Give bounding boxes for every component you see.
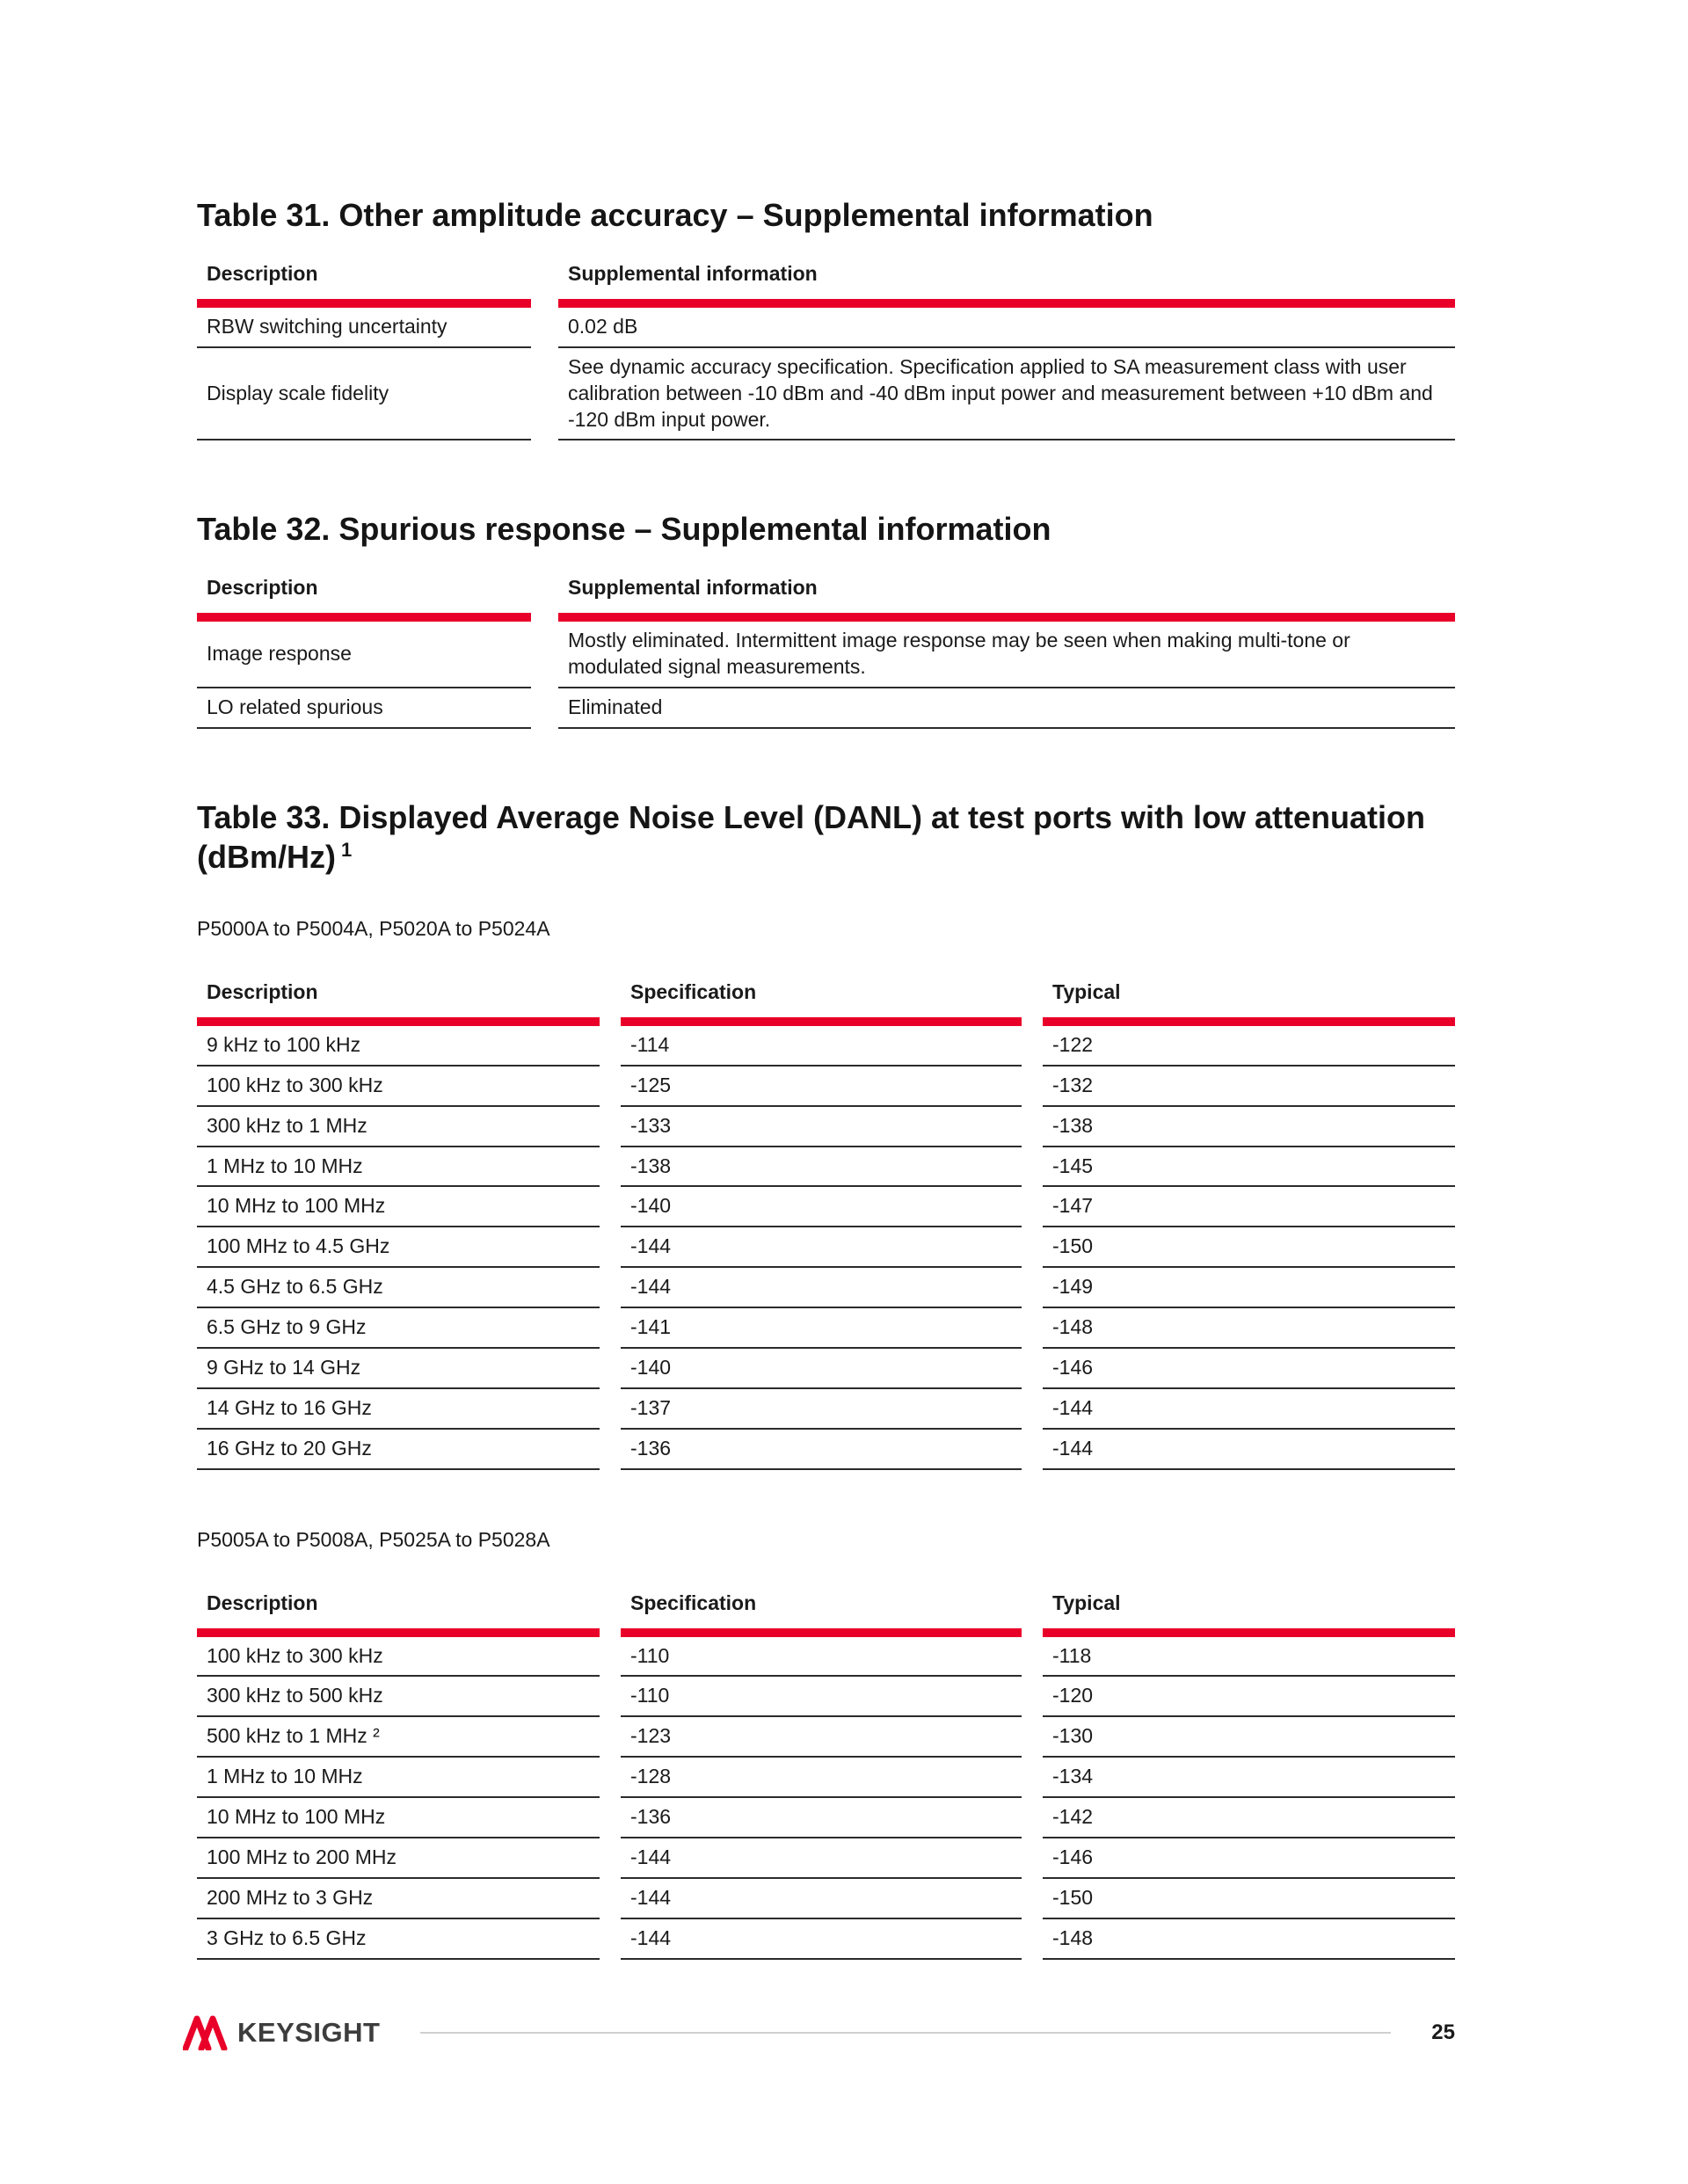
row-value: -142 bbox=[1043, 1798, 1455, 1838]
row-value: -150 bbox=[1043, 1879, 1455, 1919]
column-header: Description bbox=[197, 1591, 600, 1637]
row-value: -134 bbox=[1043, 1758, 1455, 1798]
row-value: Mostly eliminated. Intermittent image response may be seen when making multi-tone or modulated signal measurements. bbox=[558, 622, 1455, 688]
row-value: -150 bbox=[1043, 1227, 1455, 1268]
row-label: 10 MHz to 100 MHz bbox=[197, 1798, 600, 1838]
row-label: 500 kHz to 1 MHz ² bbox=[197, 1717, 600, 1758]
row-label: RBW switching uncertainty bbox=[197, 308, 531, 348]
row-label: 4.5 GHz to 6.5 GHz bbox=[197, 1268, 600, 1308]
row-value: -130 bbox=[1043, 1717, 1455, 1758]
column-header: Description bbox=[197, 261, 531, 308]
table32 bbox=[197, 575, 1455, 729]
row-value: 0.02 dB bbox=[558, 308, 1455, 348]
column-header: Supplemental information bbox=[558, 575, 1455, 622]
row-label: 300 kHz to 500 kHz bbox=[197, 1677, 600, 1717]
row-label: 100 kHz to 300 kHz bbox=[197, 1637, 600, 1678]
row-value: -136 bbox=[621, 1798, 1022, 1838]
column-header: Description bbox=[197, 979, 600, 1026]
page-footer bbox=[0, 2015, 1688, 2050]
keysight-logo bbox=[183, 2015, 380, 2050]
row-value: -141 bbox=[621, 1308, 1022, 1349]
column-header: Description bbox=[197, 575, 531, 622]
footnote-ref-1: 1 bbox=[340, 839, 353, 862]
row-value: -138 bbox=[1043, 1107, 1455, 1147]
row-value: -144 bbox=[621, 1838, 1022, 1879]
row-value: -144 bbox=[1043, 1430, 1455, 1470]
row-value: See dynamic accuracy specification. Specification applied to SA measurement class with user calibration between -10 dBm and -40 dBm input power and measurement between +10 dBm and -120 dBm input power. bbox=[558, 348, 1455, 441]
row-value: -144 bbox=[621, 1227, 1022, 1268]
row-value: -144 bbox=[621, 1879, 1022, 1919]
row-value: -132 bbox=[1043, 1067, 1455, 1107]
row-value: -110 bbox=[621, 1637, 1022, 1678]
row-value: Eliminated bbox=[558, 688, 1455, 729]
row-value: -133 bbox=[621, 1107, 1022, 1147]
footer-divider bbox=[420, 2032, 1391, 2034]
row-label: 200 MHz to 3 GHz bbox=[197, 1879, 600, 1919]
column-header: Supplemental information bbox=[558, 261, 1455, 308]
table33-title-text: Table 33. Displayed Average Noise Level (DANL) at test ports with low attenuation (dBm/Hz) bbox=[197, 799, 1425, 876]
column-header: Specification bbox=[621, 1591, 1022, 1637]
table32-title: Table 32. Spurious response – Supplemental information bbox=[197, 511, 1051, 548]
row-value: -149 bbox=[1043, 1268, 1455, 1308]
table33-subtitle-models-2: P5005A to P5008A, P5025A to P5028A bbox=[197, 1527, 550, 1551]
row-label: 6.5 GHz to 9 GHz bbox=[197, 1308, 600, 1349]
row-label: 9 GHz to 14 GHz bbox=[197, 1349, 600, 1389]
row-label: 9 kHz to 100 kHz bbox=[197, 1026, 600, 1067]
table31 bbox=[197, 261, 1455, 440]
row-label: LO related spurious bbox=[197, 688, 531, 729]
row-label: Display scale fidelity bbox=[197, 348, 531, 441]
row-value: -140 bbox=[621, 1349, 1022, 1389]
danl-table-models-1 bbox=[197, 979, 1455, 1470]
row-label: Image response bbox=[197, 622, 531, 688]
table33-title bbox=[197, 797, 1455, 877]
row-value: -137 bbox=[621, 1389, 1022, 1430]
row-value: -144 bbox=[621, 1268, 1022, 1308]
row-value: -148 bbox=[1043, 1919, 1455, 1960]
column-header: Typical bbox=[1043, 979, 1455, 1026]
row-label: 100 MHz to 200 MHz bbox=[197, 1838, 600, 1879]
danl-table-models-2 bbox=[197, 1591, 1455, 1960]
row-label: 14 GHz to 16 GHz bbox=[197, 1389, 600, 1430]
row-value: -148 bbox=[1043, 1308, 1455, 1349]
keysight-spark-icon bbox=[183, 2015, 229, 2050]
row-value: -146 bbox=[1043, 1838, 1455, 1879]
row-label: 300 kHz to 1 MHz bbox=[197, 1107, 600, 1147]
table33-subtitle-models-1: P5000A to P5004A, P5020A to P5024A bbox=[197, 917, 550, 941]
row-value: -118 bbox=[1043, 1637, 1455, 1678]
row-value: -120 bbox=[1043, 1677, 1455, 1717]
row-value: -136 bbox=[621, 1430, 1022, 1470]
row-label: 10 MHz to 100 MHz bbox=[197, 1187, 600, 1227]
row-value: -147 bbox=[1043, 1187, 1455, 1227]
row-label: 100 MHz to 4.5 GHz bbox=[197, 1227, 600, 1268]
column-header: Specification bbox=[621, 979, 1022, 1026]
row-value: -110 bbox=[621, 1677, 1022, 1717]
row-value: -114 bbox=[621, 1026, 1022, 1067]
row-value: -125 bbox=[621, 1067, 1022, 1107]
column-header: Typical bbox=[1043, 1591, 1455, 1637]
row-label: 1 MHz to 10 MHz bbox=[197, 1147, 600, 1188]
row-label: 100 kHz to 300 kHz bbox=[197, 1067, 600, 1107]
row-value: -146 bbox=[1043, 1349, 1455, 1389]
row-label: 16 GHz to 20 GHz bbox=[197, 1430, 600, 1470]
row-value: -123 bbox=[621, 1717, 1022, 1758]
row-value: -144 bbox=[1043, 1389, 1455, 1430]
row-value: -138 bbox=[621, 1147, 1022, 1188]
row-value: -145 bbox=[1043, 1147, 1455, 1188]
row-value: -122 bbox=[1043, 1026, 1455, 1067]
row-label: 3 GHz to 6.5 GHz bbox=[197, 1919, 600, 1960]
table31-title: Table 31. Other amplitude accuracy – Supplemental information bbox=[197, 197, 1153, 233]
keysight-wordmark: KEYSIGHT bbox=[237, 2017, 381, 2048]
row-label: 1 MHz to 10 MHz bbox=[197, 1758, 600, 1798]
row-value: -128 bbox=[621, 1758, 1022, 1798]
page-number: 25 bbox=[1431, 2020, 1455, 2044]
row-value: -140 bbox=[621, 1187, 1022, 1227]
row-value: -144 bbox=[621, 1919, 1022, 1960]
